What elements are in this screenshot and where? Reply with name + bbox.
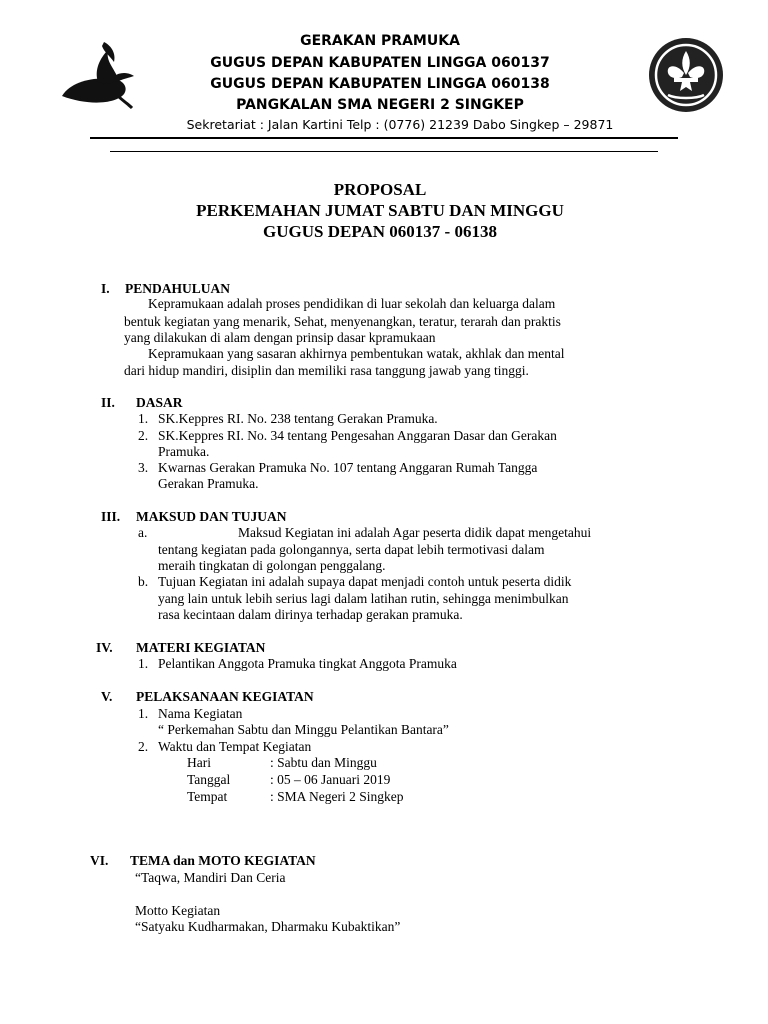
pangkalan-line: PANGKALAN SMA NEGERI 2 SINGKEP (236, 97, 524, 113)
header-rule-thin (110, 151, 658, 152)
list-item: meraih tingkatan di golongan penggalang. (158, 558, 386, 573)
detail-key: Tempat (187, 789, 228, 804)
pramuka-tunas-kelapa-logo (58, 36, 136, 112)
section-4-heading: MATERI KEGIATAN (136, 640, 266, 655)
section-1-line: Kepramukaan adalah proses pendidikan di luar sekolah dan keluarga dalam (148, 296, 556, 311)
section-1-heading: PENDAHULUAN (125, 281, 231, 296)
gugus-line-2: GUGUS DEPAN KABUPATEN LINGGA 060138 (210, 76, 550, 92)
section-1-line: dari hidup mandiri, disiplin dan memiliki rasa tanggung jawab yang tinggi. (124, 363, 529, 378)
sekretariat-line: Sekretariat : Jalan Kartini Telp : (0776) 21239 Dabo Singkep – 29871 (186, 117, 614, 132)
section-5-number: V. (101, 689, 113, 704)
title-proposal: PROPOSAL (333, 180, 427, 199)
list-item: Pramuka. (158, 444, 210, 459)
title-event: PERKEMAHAN JUMAT SABTU DAN MINGGU (196, 201, 564, 220)
list-item: tentang kegiatan pada golongannya, serta dapat lebih termotivasi dalam (158, 542, 545, 557)
section-5-heading: PELAKSANAAN KEGIATAN (136, 689, 314, 704)
section-2-heading: DASAR (136, 395, 183, 410)
section-3-heading: MAKSUD DAN TUJUAN (136, 509, 287, 524)
section-6-heading: TEMA dan MOTO KEGIATAN (130, 853, 316, 868)
list-item: Waktu dan Tempat Kegiatan (158, 739, 312, 754)
moto-text: “Satyaku Kudharmakan, Dharmaku Kubaktikan” (135, 919, 401, 934)
moto-label: Motto Kegiatan (135, 903, 221, 918)
header-rule-thick (90, 137, 678, 139)
section-1-line: bentuk kegiatan yang menarik, Sehat, menyenangkan, teratur, terarah dan praktis (124, 314, 561, 329)
list-number: 1. (138, 411, 149, 426)
detail-key: Tanggal (187, 772, 231, 787)
detail-key: Hari (187, 755, 211, 770)
gugus-line-1: GUGUS DEPAN KABUPATEN LINGGA 060137 (210, 55, 550, 71)
detail-value: : Sabtu dan Minggu (270, 755, 377, 770)
list-item: rasa kecintaan dalam dirinya terhadap gerakan pramuka. (158, 607, 463, 622)
list-item: SK.Keppres RI. No. 238 tentang Gerakan Pramuka. (158, 411, 438, 426)
tema-text: “Taqwa, Mandiri Dan Ceria (135, 870, 286, 885)
section-1-line: yang dilakukan di alam dengan prinsip dasar kpramukaan (124, 330, 436, 345)
list-number: 1. (138, 656, 149, 671)
section-3-number: III. (101, 509, 121, 524)
detail-value: : SMA Negeri 2 Singkep (270, 789, 404, 804)
list-item: Kwarnas Gerakan Pramuka No. 107 tentang Anggaran Rumah Tangga (158, 460, 538, 475)
list-letter: a. (138, 525, 148, 540)
section-1-line: Kepramukaan yang sasaran akhirnya pembentukan watak, akhlak dan mental (148, 346, 565, 361)
detail-value: : 05 – 06 Januari 2019 (270, 772, 391, 787)
list-letter: b. (138, 574, 149, 589)
list-number: 2. (138, 739, 149, 754)
list-number: 1. (138, 706, 149, 721)
section-2-number: II. (101, 395, 115, 410)
list-item: yang lain untuk lebih serius lagi dalam latihan rutin, sehingga menimbulkan (158, 591, 569, 606)
list-number: 3. (138, 460, 149, 475)
list-item: Nama Kegiatan (158, 706, 243, 721)
scout-fleur-de-lis-logo (648, 37, 724, 113)
org-name: GERAKAN PRAMUKA (300, 33, 460, 49)
list-item: Pelantikan Anggota Pramuka tingkat Anggota Pramuka (158, 656, 457, 671)
list-item: Maksud Kegiatan ini adalah Agar peserta didik dapat mengetahui (238, 525, 592, 540)
section-4-number: IV. (96, 640, 113, 655)
event-name: “ Perkemahan Sabtu dan Minggu Pelantikan Bantara” (158, 722, 449, 737)
section-1-number: I. (101, 281, 110, 296)
title-gugus: GUGUS DEPAN 060137 - 06138 (263, 222, 497, 241)
list-item: Gerakan Pramuka. (158, 476, 259, 491)
list-item: Tujuan Kegiatan ini adalah supaya dapat menjadi contoh untuk peserta didik (158, 574, 572, 589)
list-item: SK.Keppres RI. No. 34 tentang Pengesahan Anggaran Dasar dan Gerakan (158, 428, 557, 443)
list-number: 2. (138, 428, 149, 443)
section-6-number: VI. (90, 853, 109, 868)
